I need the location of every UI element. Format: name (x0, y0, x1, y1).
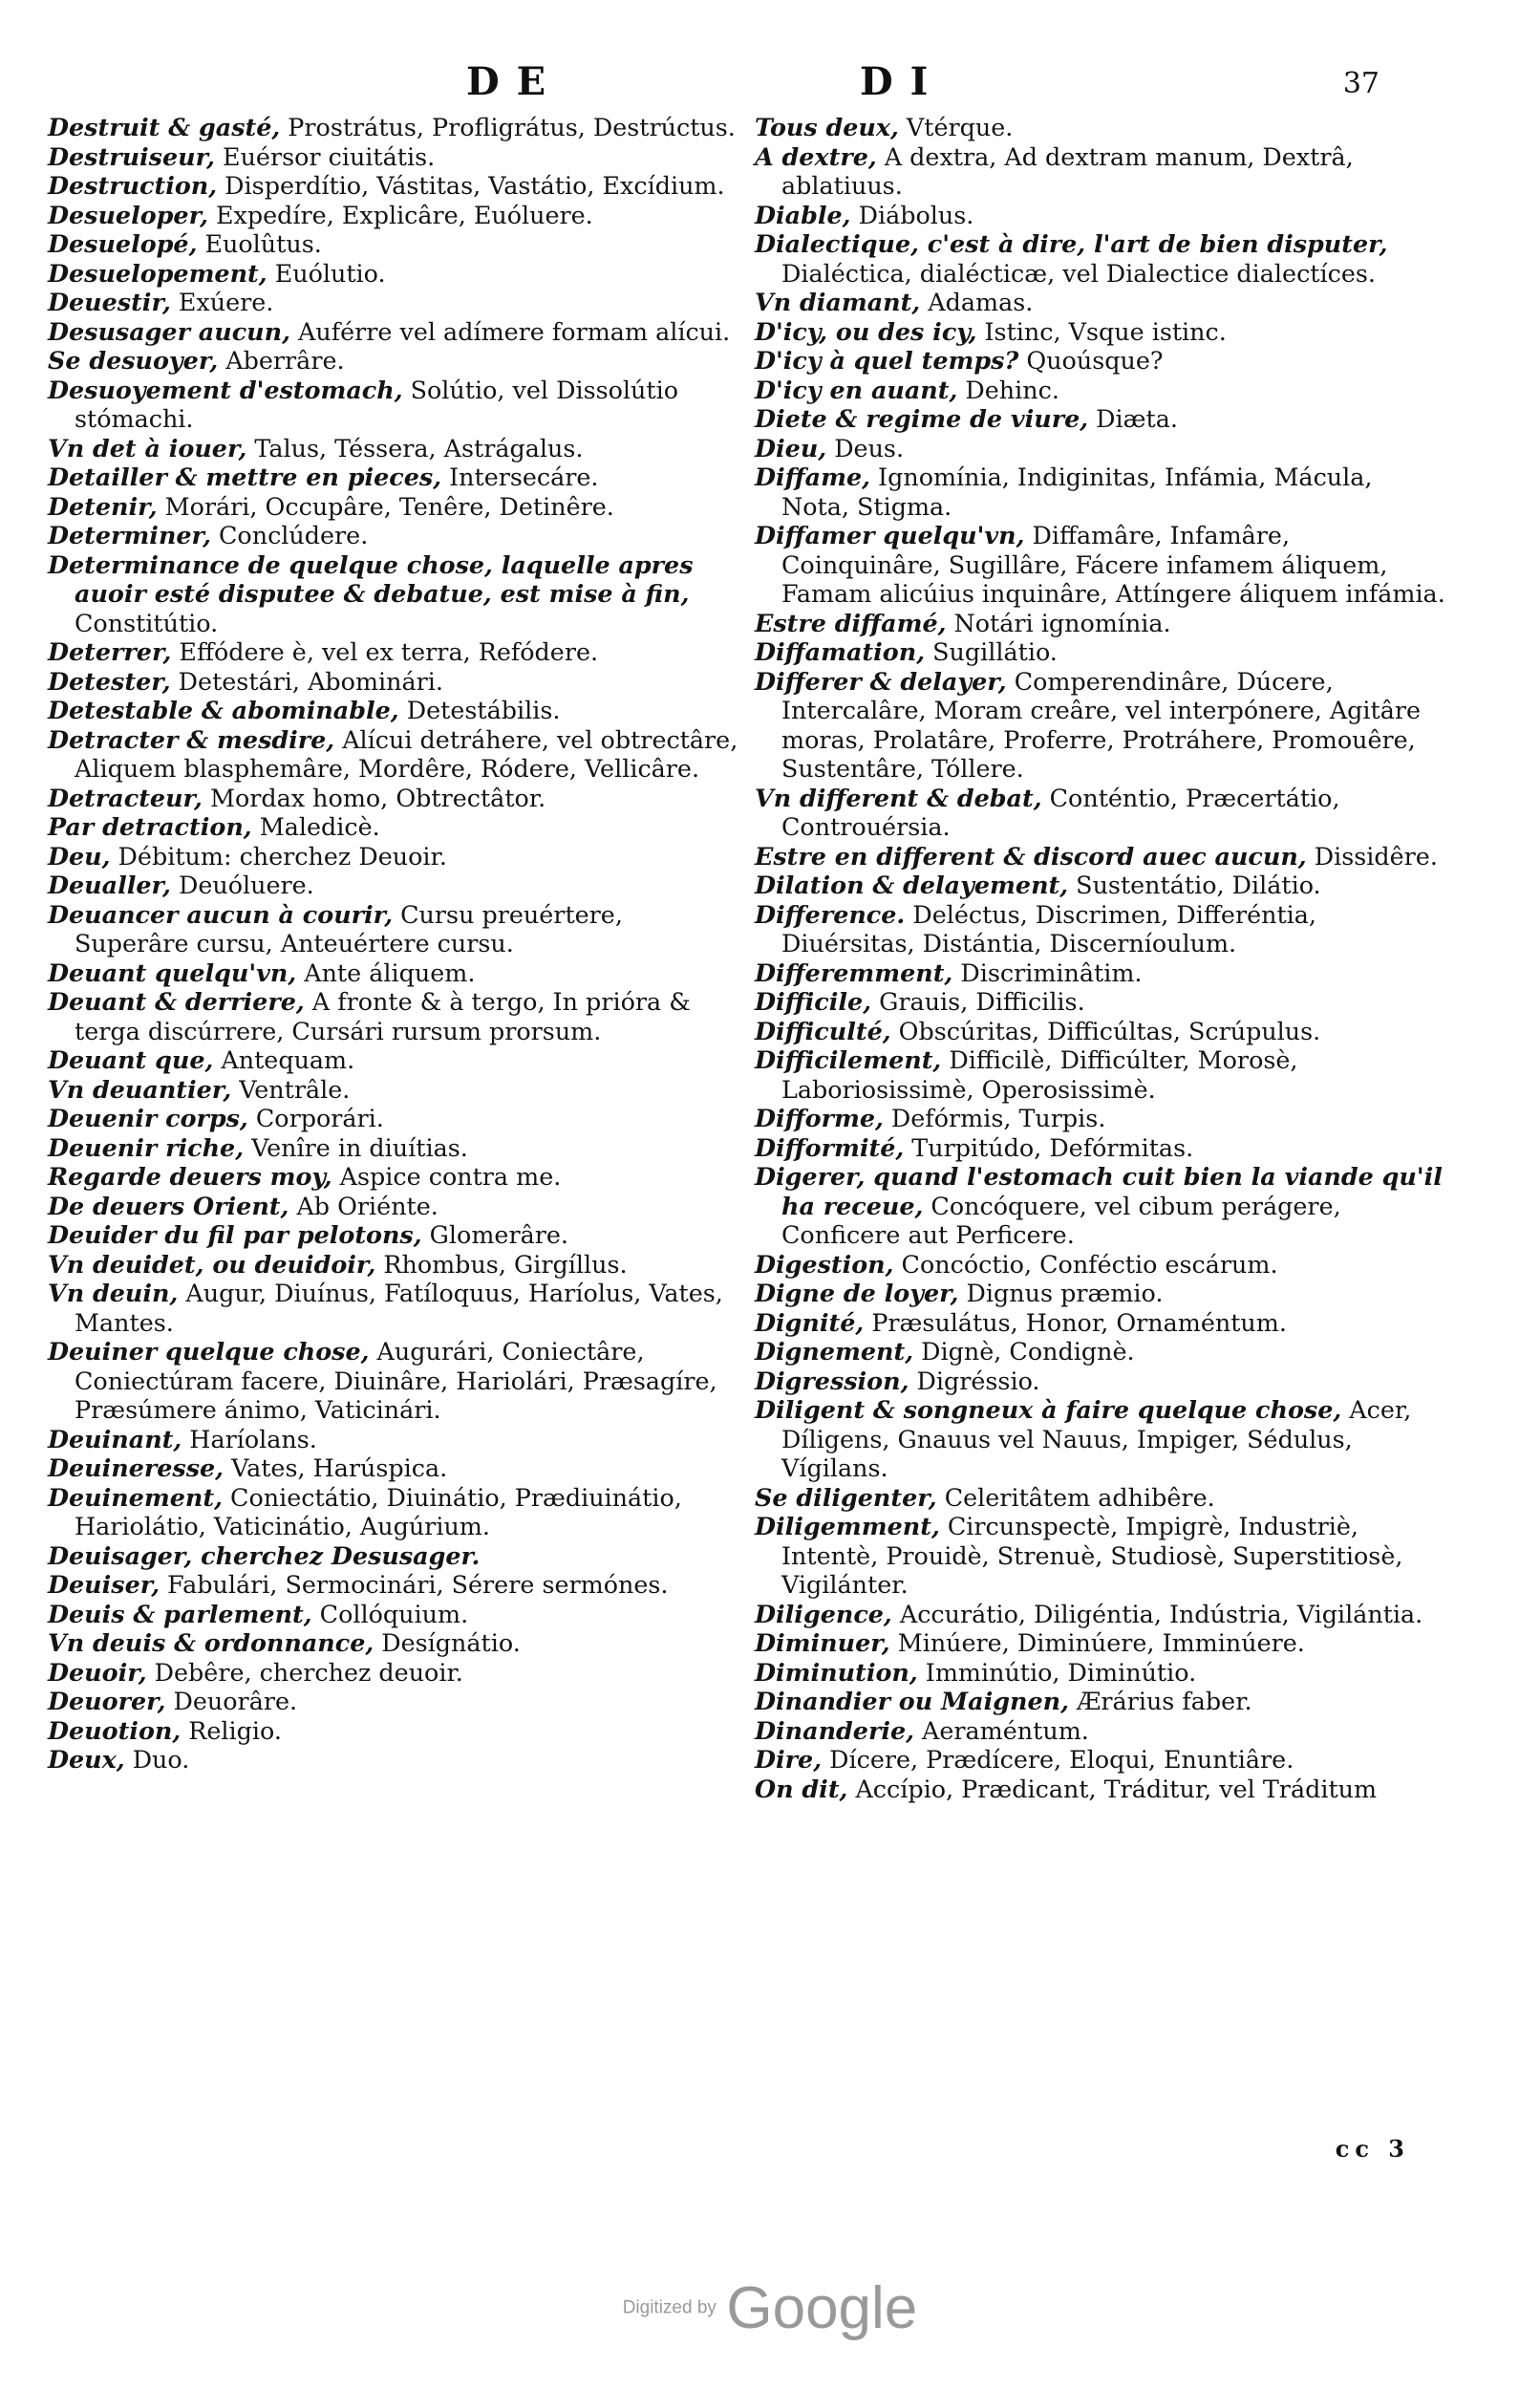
entry-headword: Detestable & abominable, (48, 696, 399, 724)
dictionary-entry (48, 1192, 740, 1221)
dictionary-entry (755, 1308, 1447, 1338)
dictionary-entry (48, 1162, 740, 1192)
entry-headword: Diligent & songneux à faire quelque chose, (755, 1395, 1342, 1424)
entry-headword: Deuant & derriere, (48, 987, 305, 1016)
dictionary-entry (48, 812, 740, 842)
entry-translation: Difficilè, Difficúlter, Morosè, Laboriosissimè, Operosissimè. (781, 1045, 1298, 1104)
entry-headword: Deuancer aucun à courir, (48, 899, 394, 929)
dictionary-entry (755, 1104, 1447, 1133)
dictionary-entry (48, 1425, 740, 1454)
dictionary-entry (48, 1250, 740, 1280)
entry-translation: Quoúsque? (1018, 346, 1164, 375)
entry-headword: Diffamer quelqu'vn, (755, 521, 1025, 549)
dictionary-entry (48, 521, 740, 550)
dictionary-entry (755, 1017, 1447, 1046)
entry-headword: Deu, (48, 841, 111, 871)
entry-headword: Dilation & delayement, (755, 871, 1069, 899)
dictionary-entry (48, 1075, 740, 1105)
dictionary-entry (48, 696, 740, 725)
dictionary-entry (755, 463, 1447, 521)
entry-translation: Euólutio. (267, 258, 386, 288)
dictionary-entry (755, 1337, 1447, 1367)
entry-translation: Ærárius faber. (1068, 1687, 1252, 1715)
dictionary-entry (48, 987, 740, 1045)
dictionary-entry (755, 784, 1447, 842)
dictionary-entry (755, 1600, 1447, 1629)
dictionary-entry (755, 1395, 1447, 1483)
entry-headword: Dialectique, c'est à dire, l'art de bien disputer, (755, 229, 1388, 258)
entry-translation: Prostrátus, Profligrátus, Destrúctus. (280, 113, 736, 141)
dictionary-entry (48, 1745, 740, 1775)
entry-headword: Difforme, (755, 1104, 884, 1132)
dictionary-entry (48, 1628, 740, 1658)
entry-translation: Aberrâre. (218, 346, 345, 375)
entry-headword: Diligemment, (755, 1512, 940, 1540)
entry-headword: On dit, (755, 1774, 848, 1803)
entry-headword: Dignité, (755, 1307, 865, 1337)
dictionary-entry (755, 987, 1447, 1017)
entry-translation: Exúere. (170, 288, 274, 316)
entry-headword: Difformité, (755, 1132, 905, 1162)
dictionary-entry (48, 667, 740, 697)
dictionary-entry (48, 376, 740, 434)
entry-translation: Deléctus, Discrimen, Differéntia, Diuérsitas, Distántia, Discerníoulum. (781, 899, 1317, 958)
dictionary-entry (755, 1658, 1447, 1688)
entry-headword: Digestion, (755, 1249, 894, 1279)
dictionary-entry (755, 201, 1447, 230)
entry-headword: Dinanderie, (755, 1715, 914, 1745)
digitized-by-text: Digitized by (622, 2297, 717, 2318)
entry-headword: Diligence, (755, 1599, 892, 1628)
entry-translation: Corporári. (247, 1104, 384, 1132)
entry-headword: Deuant que, (48, 1045, 214, 1074)
entry-translation: Mordax homo, Obtrectâtor. (202, 783, 546, 812)
entry-translation: Dissidêre. (1306, 841, 1438, 871)
entry-headword: Dignement, (755, 1337, 914, 1366)
entry-headword: Dire, (755, 1745, 823, 1774)
entry-headword: Tous deux, (755, 113, 899, 141)
entry-headword: Deuineresse, (48, 1453, 225, 1482)
dictionary-entry (48, 229, 740, 259)
entry-headword: Vn deuin, (48, 1279, 179, 1307)
entry-headword: Deterrer, (48, 637, 172, 666)
entry-translation: Aspice contra me. (332, 1162, 562, 1191)
dictionary-entry (48, 958, 740, 988)
dictionary-entry (755, 229, 1447, 288)
dictionary-entry (755, 1279, 1447, 1308)
entry-translation: Accípio, Prædicant, Tráditur, vel Tráditum (847, 1774, 1378, 1803)
entry-translation: Constitútio. (75, 608, 219, 637)
entry-translation: Collóquium. (311, 1599, 469, 1628)
entry-headword: Deuinement, (48, 1482, 223, 1512)
entry-headword: Estre diffamé, (755, 608, 947, 637)
dictionary-entry (48, 1716, 740, 1746)
entry-translation: Minúere, Diminúere, Imminúere. (889, 1628, 1305, 1657)
entry-translation: Aeraméntum. (913, 1715, 1089, 1745)
signature-mark: cc 3 (1335, 2135, 1410, 2163)
entry-headword: Regarde deuers moy, (48, 1162, 332, 1191)
dictionary-entry (755, 1133, 1447, 1163)
dictionary-entry (755, 637, 1447, 667)
entry-headword: Deuiser, (48, 1570, 160, 1599)
entry-headword: Deualler, (48, 871, 171, 899)
entry-headword: Desueloper, (48, 200, 208, 229)
entry-translation: Grauis, Difficilis. (871, 987, 1085, 1016)
dictionary-entry (48, 784, 740, 813)
entry-translation: Discriminâtim. (952, 958, 1143, 987)
dictionary-entry (48, 1104, 740, 1133)
entry-headword: Deuant quelqu'vn, (48, 958, 297, 987)
entry-headword: Deux, (48, 1745, 125, 1774)
entry-headword: Desuelopement, (48, 258, 267, 288)
entry-headword: Determinance de quelque chose, laquelle apres auoir esté disputee & debatue, est mise à fin, (48, 549, 694, 608)
entry-translation: Istinc, Vsque istinc. (976, 316, 1227, 346)
entry-translation: Comperendinâre, Dúcere, Intercalâre, Moram creâre, vel interpónere, Agitâre moras, Prolatâre, Proferre, Protráhere, Promouêre, Sustentâre, Tóllere. (781, 666, 1422, 783)
entry-translation: Ab Oriénte. (289, 1191, 438, 1220)
entry-translation: Adamas. (920, 288, 1034, 316)
page-header (0, 59, 1540, 107)
entry-headword: Determiner, (48, 521, 211, 549)
dictionary-entry (755, 667, 1447, 784)
entry-headword: Vn deuidet, ou deuidoir, (48, 1249, 376, 1279)
entry-translation: Disperdítio, Vástitas, Vastátio, Excídium. (217, 171, 725, 200)
entry-headword: A dextre, (755, 141, 877, 171)
entry-headword: Vn different & debat, (755, 783, 1042, 812)
entry-headword: Diffamation, (755, 637, 926, 666)
entry-translation: Effódere è, vel ex terra, Refódere. (171, 637, 599, 666)
entry-translation: Expedíre, Explicâre, Euóluere. (207, 200, 593, 229)
entry-headword: Vn deuantier, (48, 1074, 232, 1104)
dictionary-entry (755, 521, 1447, 609)
dictionary-entry (755, 434, 1447, 463)
entry-headword: Digerer, quand l'estomach cuit bien la viande qu'il ha receue, (755, 1162, 1443, 1220)
dictionary-entry (48, 171, 740, 201)
entry-headword: D'icy à quel temps? (755, 346, 1019, 375)
left-column-letters: D E (466, 59, 548, 104)
page-number: 37 (1342, 67, 1380, 100)
entry-translation: Venîre in diuítias. (244, 1132, 468, 1162)
entry-translation: Diffamâre, Infamâre, Coinquinâre, Sugillâre, Fácere infamem áliquem, Famam alicúius inquinâre, Attíngere áliquem infámia. (781, 521, 1445, 608)
entry-translation: Desígnátio. (374, 1628, 521, 1657)
dictionary-entry (755, 376, 1447, 405)
dictionary-entry (48, 1658, 740, 1688)
entry-translation: Duo. (124, 1745, 190, 1774)
entry-translation: Digréssio. (909, 1366, 1040, 1395)
dictionary-entry (48, 1453, 740, 1483)
entry-headword: Desusager aucun, (48, 316, 290, 346)
entry-headword: Difficilement, (755, 1045, 942, 1074)
entry-headword: Deuisager, cherchez Desusager. (48, 1540, 481, 1570)
dictionary-entry (755, 317, 1447, 347)
entry-translation: Dícere, Prædícere, Eloqui, Enuntiâre. (822, 1745, 1294, 1774)
dictionary-entry (48, 288, 740, 317)
entry-translation: Conténtio, Præcertátio, Controuérsia. (781, 783, 1340, 841)
entry-translation: Sugillátio. (925, 637, 1058, 666)
entry-translation: Dignè, Condignè. (913, 1337, 1135, 1366)
dictionary-entry (48, 317, 740, 347)
dictionary-entry (755, 842, 1447, 872)
entry-translation: Euolûtus. (197, 229, 322, 258)
entry-headword: Par detraction, (48, 812, 252, 841)
entry-translation: Deus. (826, 433, 905, 463)
entry-headword: Destruit & gasté, (48, 113, 281, 141)
dictionary-entry (48, 1570, 740, 1600)
entry-headword: Desuoyement d'estomach, (48, 375, 403, 404)
dictionary-entry (48, 1337, 740, 1425)
dictionary-entry (48, 492, 740, 522)
dictionary-entry (48, 1541, 740, 1571)
dictionary-entry (755, 1687, 1447, 1716)
entry-headword: Digression, (755, 1366, 909, 1395)
dictionary-entry (755, 1716, 1447, 1746)
dictionary-entry (755, 404, 1447, 434)
entry-translation: Turpitúdo, Defórmitas. (904, 1132, 1194, 1162)
entry-translation: Coniectátio, Diuinátio, Prædiuinátio, Hariolátio, Vaticinátio, Augúrium. (75, 1482, 682, 1540)
dictionary-entry (755, 113, 1447, 142)
dictionary-entry (755, 609, 1447, 638)
entry-translation: Ventrâle. (231, 1074, 351, 1104)
entry-translation: Imminútio, Diminútio. (917, 1657, 1197, 1687)
entry-headword: Dinandier ou Maignen, (755, 1687, 1069, 1715)
entry-translation: Sustentátio, Dilátio. (1068, 871, 1321, 899)
entry-headword: Difficulté, (755, 1016, 891, 1045)
right-column-letters: D I (860, 59, 930, 104)
entry-headword: Deuinant, (48, 1424, 182, 1453)
dictionary-entry (48, 142, 740, 172)
entry-headword: Deuotion, (48, 1715, 182, 1745)
dictionary-entry (48, 550, 740, 638)
entry-headword: Vn det à iouer, (48, 433, 247, 463)
entry-translation: A dextra, Ad dextram manum, Dextrâ, ablatiuus. (781, 141, 1354, 200)
entry-headword: Detailler & mettre en pieces, (48, 463, 442, 491)
dictionary-entry (48, 725, 740, 784)
entry-translation: Diábolus. (850, 200, 974, 229)
entry-translation: Ante áliquem. (296, 958, 476, 987)
entry-headword: Digne de loyer, (755, 1279, 959, 1307)
entry-headword: D'icy en auant, (755, 375, 958, 404)
entry-headword: Se desuoyer, (48, 346, 219, 375)
entry-headword: Deuis & parlement, (48, 1599, 312, 1628)
dictionary-entry (48, 1600, 740, 1629)
entry-translation: Vtérque. (898, 113, 1014, 141)
entry-translation: Detestábilis. (398, 696, 561, 724)
dictionary-entry (48, 842, 740, 872)
entry-headword: Deuiner quelque chose, (48, 1337, 370, 1366)
entry-headword: Vn diamant, (755, 288, 921, 316)
entry-translation: Diæta. (1088, 404, 1178, 433)
dictionary-entry (48, 1220, 740, 1250)
entry-translation: Acer, Díligens, Gnauus vel Nauus, Impiger, Sédulus, Vígilans. (781, 1395, 1412, 1482)
entry-headword: Deuorer, (48, 1687, 166, 1715)
entry-translation: Glomerâre. (421, 1220, 568, 1249)
entry-headword: Diminution, (755, 1657, 918, 1687)
dictionary-entry (755, 1775, 1447, 1804)
dictionary-entry (48, 900, 740, 958)
entry-translation: Morári, Occupâre, Tenêre, Detinêre. (157, 491, 614, 521)
entry-translation: Talus, Téssera, Astrágalus. (246, 433, 584, 463)
entry-headword: Se diligenter, (755, 1482, 937, 1512)
dictionary-entry (48, 113, 740, 142)
dictionary-entry (755, 1250, 1447, 1280)
entry-translation: A fronte & à tergo, In prióra & terga discúrrere, Cursári rursum prorsum. (75, 987, 691, 1045)
entry-headword: D'icy, ou des icy, (755, 316, 977, 346)
entry-translation: Vates, Harúspica. (224, 1453, 448, 1482)
entry-headword: Destruction, (48, 171, 218, 200)
entry-headword: Desuelopé, (48, 229, 198, 258)
dictionary-entry (755, 1745, 1447, 1775)
dictionary-entry (755, 900, 1447, 958)
entry-translation: Dehinc. (957, 375, 1059, 404)
dictionary-entry (48, 1045, 740, 1075)
right-column (755, 113, 1447, 1803)
entry-translation: Circunspectè, Impigrè, Industriè, Intentè, Prouidè, Strenuè, Studiosè, Superstitiosè, Vigilánter. (781, 1512, 1403, 1599)
entry-headword: Detracter & mesdire, (48, 724, 335, 754)
entry-headword: Destruiseur, (48, 141, 215, 171)
dictionary-entry (48, 1279, 740, 1337)
dictionary-entry (48, 637, 740, 667)
dictionary-entry (755, 1162, 1447, 1250)
entry-headword: Diable, (755, 200, 851, 229)
entry-headword: Deuenir riche, (48, 1132, 245, 1162)
entry-translation: Antequam. (213, 1045, 355, 1074)
entry-headword: Deuenir corps, (48, 1104, 248, 1132)
dictionary-entry (48, 463, 740, 492)
entry-headword: Deuoir, (48, 1657, 147, 1687)
entry-headword: Diffame, (755, 463, 870, 491)
entry-translation: Solútio, vel Dissolútio stómachi. (75, 375, 678, 433)
entry-translation: Conclúdere. (210, 521, 369, 549)
entry-translation: Euérsor ciuitátis. (214, 141, 436, 171)
entry-headword: Detester, (48, 666, 171, 696)
left-column (48, 113, 740, 1775)
entry-headword: Differemment, (755, 958, 953, 987)
entry-translation: Augurári, Coniectâre, Coniectúram facere, Diuinâre, Hariolári, Præsagíre, Præsúmere ánimo, Vaticinári. (75, 1337, 717, 1424)
dictionary-entry (755, 1367, 1447, 1396)
entry-headword: Detenir, (48, 491, 158, 521)
google-logo: Google (726, 2275, 918, 2341)
dictionary-entry (48, 201, 740, 230)
entry-translation: Cursu preuértere, Superâre cursu, Anteuértere cursu. (75, 899, 623, 958)
dictionary-entry (755, 288, 1447, 317)
entry-translation: Dignus præmio. (958, 1279, 1164, 1307)
entry-headword: Diminuer, (755, 1628, 890, 1657)
entry-translation: Débitum: cherchez Deuoir. (110, 841, 447, 871)
entry-headword: Difficile, (755, 987, 872, 1016)
dictionary-entry (48, 434, 740, 463)
entry-headword: Detracteur, (48, 783, 203, 812)
entry-translation: Intersecáre. (441, 463, 599, 491)
entry-translation: Religio. (181, 1715, 282, 1745)
entry-translation: Detestári, Abominári. (170, 666, 443, 696)
dictionary-entry (755, 958, 1447, 988)
digitization-footer (0, 2274, 1540, 2342)
entry-headword: Deuestir, (48, 288, 171, 316)
dictionary-entry (48, 346, 740, 376)
entry-headword: Difference. (755, 899, 906, 929)
entry-headword: Deuider du fil par pelotons, (48, 1220, 422, 1249)
entry-translation: Accurátio, Diligéntia, Indústria, Vigilántia. (891, 1599, 1423, 1628)
entry-headword: De deuers Orient, (48, 1191, 289, 1220)
entry-translation: Debêre, cherchez deuoir. (146, 1657, 463, 1687)
dictionary-entry (48, 1687, 740, 1716)
dictionary-entry (755, 142, 1447, 201)
entry-translation: Defórmis, Turpis. (883, 1104, 1106, 1132)
dictionary-entry (755, 871, 1447, 900)
entry-translation: Obscúritas, Difficúltas, Scrúpulus. (890, 1016, 1321, 1045)
entry-translation: Ignomínia, Indiginitas, Infámia, Mácula, Nota, Stigma. (781, 463, 1373, 521)
entry-translation: Deuóluere. (170, 871, 314, 899)
entry-translation: Celeritâtem adhibêre. (936, 1482, 1215, 1512)
entry-headword: Estre en different & discord auec aucun, (755, 841, 1307, 871)
entry-translation: Auférre vel adímere formam alícui. (289, 316, 731, 346)
entry-translation: Præsulátus, Honor, Ornaméntum. (864, 1307, 1287, 1337)
dictionary-entry (755, 346, 1447, 376)
entry-translation: Dialéctica, dialécticæ, vel Dialectice dialectíces. (781, 258, 1376, 288)
entry-translation: Concóctio, Conféctio escárum. (893, 1249, 1278, 1279)
entry-headword: Dieu, (755, 433, 827, 463)
entry-translation: Fabulári, Sermocinári, Sérere sermónes. (160, 1570, 669, 1599)
dictionary-entry (48, 871, 740, 900)
entry-translation: Alícui detráhere, vel obtrectâre, Aliquem blasphemâre, Mordêre, Ródere, Vellicâre. (75, 724, 738, 783)
entry-translation: Notári ignomínia. (946, 608, 1171, 637)
entry-translation: Concóquere, vel cibum perágere, Conficere aut Perficere. (781, 1191, 1341, 1249)
dictionary-entry (755, 1045, 1447, 1104)
entry-headword: Vn deuis & ordonnance, (48, 1628, 374, 1657)
entry-headword: Differer & delayer, (755, 666, 1007, 696)
dictionary-entry (48, 1133, 740, 1163)
entry-translation: Rhombus, Girgíllus. (375, 1249, 628, 1279)
entry-translation: Haríolans. (182, 1424, 317, 1453)
dictionary-entry (48, 1483, 740, 1541)
entry-translation: Maledicè. (251, 812, 380, 841)
entry-translation: Deuorâre. (165, 1687, 298, 1715)
dictionary-entry (755, 1512, 1447, 1600)
entry-headword: Diete & regime de viure, (755, 404, 1089, 433)
dictionary-entry (48, 259, 740, 289)
dictionary-entry (755, 1628, 1447, 1658)
entry-translation: Augur, Diuínus, Fatíloquus, Haríolus, Vates, Mantes. (75, 1279, 723, 1337)
dictionary-entry (755, 1483, 1447, 1513)
